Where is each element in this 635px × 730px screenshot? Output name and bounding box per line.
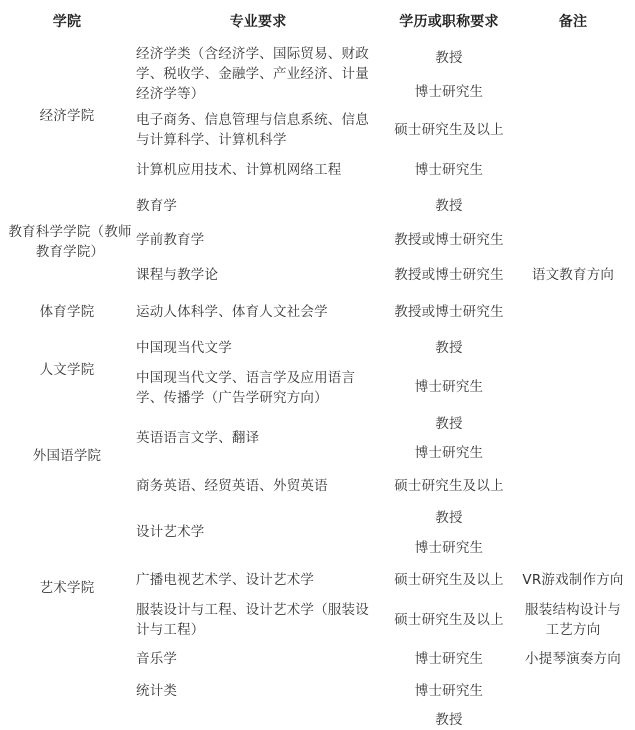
degree-cell: 教授 <box>435 416 463 432</box>
degree-cell: 教授 <box>435 712 463 728</box>
note-vr-game: VR游戏制作方向 <box>522 572 624 588</box>
major-education: 教育学 <box>136 198 178 214</box>
degree-cell: 教授 <box>435 510 463 526</box>
college-education: 教育科学学院（教师教育学院） <box>8 224 132 260</box>
degree-cell: 教授或博士研究生 <box>394 232 504 248</box>
college-humanities: 人文学院 <box>39 362 95 378</box>
degree-cell: 硕士研究生及以上 <box>394 122 504 138</box>
major-literature-linguistics: 中国现当代文学、语言学及应用语言学、传播学（广告学研究方向） <box>136 370 356 406</box>
major-curriculum-teaching: 课程与教学论 <box>136 267 219 283</box>
major-computer-application: 计算机应用技术、计算机网络工程 <box>136 162 342 178</box>
college-foreign-languages: 外国语学院 <box>32 448 102 464</box>
degree-cell: 博士研究生 <box>414 445 484 461</box>
header-major: 专业要求 <box>229 14 287 30</box>
degree-cell: 博士研究生 <box>414 651 484 667</box>
note-violin: 小提琴演奏方向 <box>525 651 621 667</box>
degree-cell: 硕士研究生及以上 <box>394 572 504 588</box>
degree-cell: 硕士研究生及以上 <box>394 612 504 628</box>
degree-cell: 博士研究生 <box>414 84 484 100</box>
degree-cell: 教授或博士研究生 <box>394 267 504 283</box>
degree-cell: 教授或博士研究生 <box>394 304 504 320</box>
college-art: 艺术学院 <box>39 580 95 596</box>
degree-cell: 教授 <box>435 340 463 356</box>
degree-cell: 教授 <box>435 50 463 66</box>
major-ecommerce-info: 电子商务、信息管理与信息系统、信息与计算科学、计算机科学 <box>136 112 369 148</box>
college-sports: 体育学院 <box>39 304 95 320</box>
major-music: 音乐学 <box>136 651 178 667</box>
degree-cell: 博士研究生 <box>414 162 484 178</box>
note-chinese-education: 语文教育方向 <box>531 267 615 283</box>
major-modern-literature: 中国现当代文学 <box>136 340 232 356</box>
header-note: 备注 <box>558 14 588 30</box>
degree-cell: 博士研究生 <box>414 379 484 395</box>
major-broadcast-design: 广播电视艺术学、设计艺术学 <box>136 572 315 588</box>
degree-cell: 硕士研究生及以上 <box>394 478 504 494</box>
major-english-translation: 英语语言文学、翻译 <box>136 430 260 446</box>
header-degree: 学历或职称要求 <box>399 14 499 30</box>
degree-cell: 教授 <box>435 198 463 214</box>
major-preschool-education: 学前教育学 <box>136 232 205 248</box>
header-college: 学院 <box>52 14 82 30</box>
major-sports-science: 运动人体科学、体育人文社会学 <box>136 304 328 320</box>
major-statistics: 统计类 <box>136 683 178 699</box>
major-business-english: 商务英语、经贸英语、外贸英语 <box>136 478 328 494</box>
degree-cell: 博士研究生 <box>414 683 484 699</box>
college-economics: 经济学院 <box>39 108 95 124</box>
major-fashion-design: 服装设计与工程、设计艺术学（服装设计与工程） <box>136 602 369 638</box>
major-design-art: 设计艺术学 <box>136 524 205 540</box>
major-economics-category: 经济学类（含经济学、国际贸易、财政学、税收学、金融学、产业经济、计量经济学等） <box>136 46 369 102</box>
degree-cell: 博士研究生 <box>414 540 484 556</box>
note-fashion-structure: 服装结构设计与工艺方向 <box>525 602 621 638</box>
